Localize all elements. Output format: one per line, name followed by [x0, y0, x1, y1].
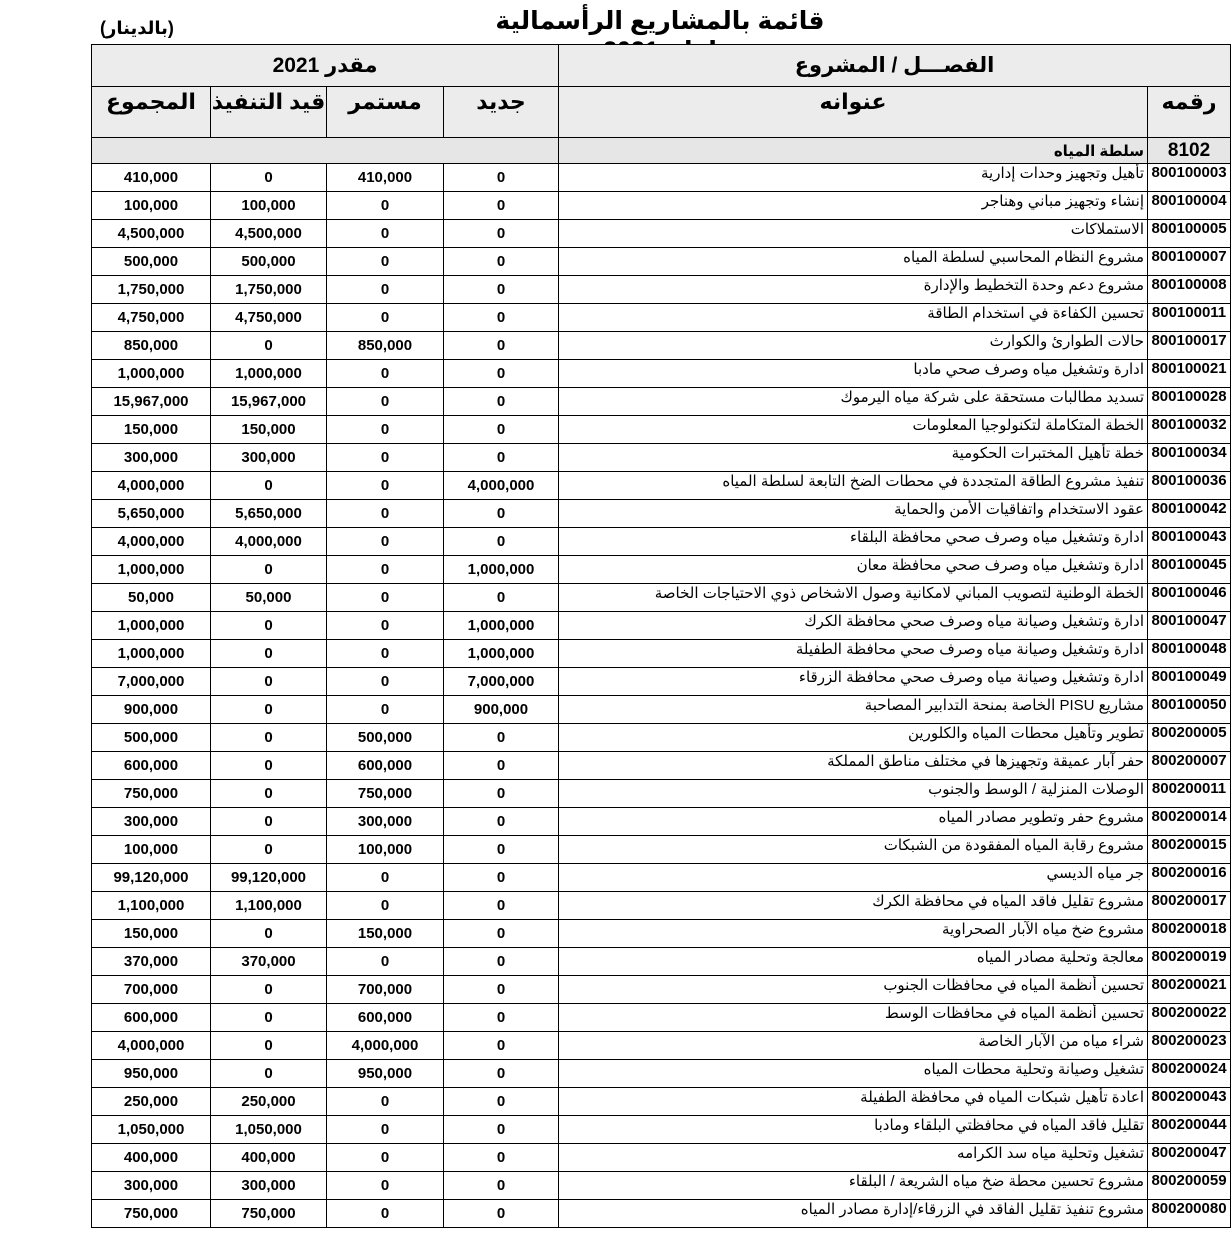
table-row — [92, 752, 1231, 780]
project-name-cell: الخطة الوطنية لتصويب المباني لامكانية وصول الاشخاص ذوي الاحتياجات الخاصة — [559, 584, 1148, 612]
total-cell: 1,000,000 — [92, 360, 211, 388]
new-column-header: جديد — [444, 87, 559, 138]
continuing-cell: 0 — [327, 472, 444, 500]
continuing-cell: 0 — [327, 668, 444, 696]
table-row — [92, 1116, 1231, 1144]
project-code-cell: 800200016 — [1148, 864, 1231, 892]
total-cell: 750,000 — [92, 780, 211, 808]
project-code-cell: 800100048 — [1148, 640, 1231, 668]
project-name-cell: مشروع حفر وتطوير مصادر المياه — [559, 808, 1148, 836]
continuing-cell: 0 — [327, 444, 444, 472]
in-progress-cell: 0 — [211, 556, 327, 584]
table-row — [92, 668, 1231, 696]
new-cell: 0 — [444, 892, 559, 920]
project-name-cell: مشروع تحسين محطة ضخ مياه الشريعة / البلقاء — [559, 1172, 1148, 1200]
section-name: سلطة المياه — [559, 138, 1148, 164]
total-cell: 100,000 — [92, 836, 211, 864]
new-cell: 0 — [444, 360, 559, 388]
continuing-cell: 700,000 — [327, 976, 444, 1004]
continuing-cell: 4,000,000 — [327, 1032, 444, 1060]
in-progress-cell: 0 — [211, 696, 327, 724]
project-name-cell: مشروع ضخ مياه الآبار الصحراوية — [559, 920, 1148, 948]
total-cell: 1,050,000 — [92, 1116, 211, 1144]
in-progress-cell: 4,000,000 — [211, 528, 327, 556]
total-cell: 300,000 — [92, 808, 211, 836]
total-cell: 15,967,000 — [92, 388, 211, 416]
capital-projects-table — [91, 44, 1231, 1228]
project-code-cell: 800200043 — [1148, 1088, 1231, 1116]
total-cell: 100,000 — [92, 192, 211, 220]
project-code-cell: 800100042 — [1148, 500, 1231, 528]
project-code-cell: 800200022 — [1148, 1004, 1231, 1032]
project-name-cell: ادارة وتشغيل مياه وصرف صحي محافظة البلقاء — [559, 528, 1148, 556]
table-row — [92, 836, 1231, 864]
total-cell: 950,000 — [92, 1060, 211, 1088]
total-cell: 400,000 — [92, 1144, 211, 1172]
continuing-cell: 0 — [327, 500, 444, 528]
continuing-cell: 0 — [327, 528, 444, 556]
table-row — [92, 1200, 1231, 1228]
continuing-cell: 0 — [327, 1116, 444, 1144]
new-cell: 0 — [444, 808, 559, 836]
in-progress-cell: 4,750,000 — [211, 304, 327, 332]
continuing-cell: 0 — [327, 696, 444, 724]
total-cell: 600,000 — [92, 752, 211, 780]
total-cell: 600,000 — [92, 1004, 211, 1032]
in-progress-cell: 0 — [211, 612, 327, 640]
project-name-cell: حفر آبار عميقة وتجهيزها في مختلف مناطق المملكة — [559, 752, 1148, 780]
project-code-cell: 800200015 — [1148, 836, 1231, 864]
project-name-cell: مشروع دعم وحدة التخطيط والإدارة — [559, 276, 1148, 304]
continuing-cell: 0 — [327, 360, 444, 388]
project-name-cell: تنفيذ مشروع الطاقة المتجددة في محطات الضخ التابعة لسلطة المياه — [559, 472, 1148, 500]
project-name-cell: ادارة وتشغيل مياه وصرف صحي مادبا — [559, 360, 1148, 388]
new-cell: 7,000,000 — [444, 668, 559, 696]
in-progress-cell: 0 — [211, 668, 327, 696]
new-cell: 0 — [444, 304, 559, 332]
in-progress-cell: 0 — [211, 1032, 327, 1060]
continuing-cell: 300,000 — [327, 808, 444, 836]
table-row — [92, 528, 1231, 556]
table-row — [92, 696, 1231, 724]
table-row — [92, 388, 1231, 416]
project-name-cell: تقليل فاقد المياه في محافظتي البلقاء ومادبا — [559, 1116, 1148, 1144]
project-name-cell: جر مياه الديسي — [559, 864, 1148, 892]
project-name-cell: تشغيل وتحلية مياه سد الكرامه — [559, 1144, 1148, 1172]
in-progress-cell: 0 — [211, 836, 327, 864]
new-cell: 0 — [444, 220, 559, 248]
table-row — [92, 556, 1231, 584]
total-cell: 7,000,000 — [92, 668, 211, 696]
new-cell: 1,000,000 — [444, 612, 559, 640]
project-name-cell: تطوير وتأهيل محطات المياه والكلورين — [559, 724, 1148, 752]
in-progress-cell: 750,000 — [211, 1200, 327, 1228]
total-cell: 300,000 — [92, 1172, 211, 1200]
project-code-cell: 800200023 — [1148, 1032, 1231, 1060]
in-progress-cell: 99,120,000 — [211, 864, 327, 892]
table-row — [92, 780, 1231, 808]
new-cell: 0 — [444, 500, 559, 528]
continuing-cell: 0 — [327, 416, 444, 444]
title-column-header: عنوانه — [559, 87, 1148, 138]
new-cell: 0 — [444, 276, 559, 304]
project-name-cell: ادارة وتشغيل وصيانة مياه وصرف صحي محافظة الطفيلة — [559, 640, 1148, 668]
new-cell: 0 — [444, 724, 559, 752]
table-row — [92, 360, 1231, 388]
new-cell: 0 — [444, 864, 559, 892]
project-code-cell: 800200080 — [1148, 1200, 1231, 1228]
table-row — [92, 948, 1231, 976]
continuing-cell: 0 — [327, 1200, 444, 1228]
project-code-cell: 800200018 — [1148, 920, 1231, 948]
project-code-cell: 800200014 — [1148, 808, 1231, 836]
new-cell: 0 — [444, 1060, 559, 1088]
project-code-cell: 800100028 — [1148, 388, 1231, 416]
in-progress-cell: 0 — [211, 640, 327, 668]
in-progress-cell: 1,100,000 — [211, 892, 327, 920]
total-cell: 4,000,000 — [92, 472, 211, 500]
new-cell: 0 — [444, 332, 559, 360]
project-code-cell: 800200059 — [1148, 1172, 1231, 1200]
in-progress-cell: 0 — [211, 332, 327, 360]
continuing-cell: 0 — [327, 556, 444, 584]
new-cell: 0 — [444, 920, 559, 948]
new-cell: 0 — [444, 976, 559, 1004]
project-name-cell: مشروع تقليل فاقد المياه في محافظة الكرك — [559, 892, 1148, 920]
table-row — [92, 584, 1231, 612]
project-code-cell: 800100007 — [1148, 248, 1231, 276]
table-row — [92, 164, 1231, 192]
new-cell: 0 — [444, 1116, 559, 1144]
in-progress-column-header: قيد التنفيذ — [211, 87, 327, 138]
table-row — [92, 332, 1231, 360]
project-code-cell: 800100003 — [1148, 164, 1231, 192]
project-code-cell: 800100045 — [1148, 556, 1231, 584]
new-cell: 0 — [444, 388, 559, 416]
new-cell: 0 — [444, 1144, 559, 1172]
chapter-group-header: الفصـــل / المشروع — [559, 45, 1231, 87]
table-row — [92, 612, 1231, 640]
in-progress-cell: 500,000 — [211, 248, 327, 276]
in-progress-cell: 150,000 — [211, 416, 327, 444]
project-code-cell: 800100043 — [1148, 528, 1231, 556]
total-cell: 4,750,000 — [92, 304, 211, 332]
project-name-cell: تشغيل وصيانة وتحلية محطات المياه — [559, 1060, 1148, 1088]
estimate-group-header: مقدر 2021 — [92, 45, 559, 87]
table-row — [92, 1144, 1231, 1172]
project-name-cell: اعادة تأهيل شبكات المياه في محافظة الطفيلة — [559, 1088, 1148, 1116]
in-progress-cell: 0 — [211, 472, 327, 500]
continuing-cell: 600,000 — [327, 1004, 444, 1032]
total-column-header: المجموع — [92, 87, 211, 138]
section-number: 8102 — [1148, 138, 1231, 164]
in-progress-cell: 0 — [211, 752, 327, 780]
project-name-cell: عقود الاستخدام واتفاقيات الأمن والحماية — [559, 500, 1148, 528]
project-code-cell: 800100050 — [1148, 696, 1231, 724]
total-cell: 1,750,000 — [92, 276, 211, 304]
project-code-cell: 800200021 — [1148, 976, 1231, 1004]
new-cell: 0 — [444, 836, 559, 864]
continuing-cell: 0 — [327, 948, 444, 976]
total-cell: 410,000 — [92, 164, 211, 192]
project-code-cell: 800100021 — [1148, 360, 1231, 388]
continuing-cell: 410,000 — [327, 164, 444, 192]
project-code-cell: 800100004 — [1148, 192, 1231, 220]
in-progress-cell: 15,967,000 — [211, 388, 327, 416]
table-row — [92, 724, 1231, 752]
header-row-groups — [92, 45, 1231, 87]
project-name-cell: ادارة وتشغيل وصيانة مياه وصرف صحي محافظة الزرقاء — [559, 668, 1148, 696]
continuing-cell: 0 — [327, 584, 444, 612]
total-cell: 150,000 — [92, 416, 211, 444]
continuing-cell: 0 — [327, 248, 444, 276]
total-cell: 4,000,000 — [92, 528, 211, 556]
project-code-cell: 800100036 — [1148, 472, 1231, 500]
new-cell: 0 — [444, 1172, 559, 1200]
project-name-cell: الاستملاكات — [559, 220, 1148, 248]
project-name-cell: ادارة وتشغيل وصيانة مياه وصرف صحي محافظة الكرك — [559, 612, 1148, 640]
new-cell: 0 — [444, 444, 559, 472]
new-cell: 0 — [444, 752, 559, 780]
project-code-cell: 800100011 — [1148, 304, 1231, 332]
continuing-cell: 0 — [327, 1172, 444, 1200]
new-cell: 1,000,000 — [444, 556, 559, 584]
project-name-cell: مشروع النظام المحاسبي لسلطة المياه — [559, 248, 1148, 276]
in-progress-cell: 0 — [211, 976, 327, 1004]
table-row — [92, 304, 1231, 332]
project-code-cell: 800200005 — [1148, 724, 1231, 752]
continuing-column-header: مستمر — [327, 87, 444, 138]
table-row — [92, 920, 1231, 948]
section-row — [92, 138, 1231, 164]
project-name-cell: الخطة المتكاملة لتكنولوجيا المعلومات — [559, 416, 1148, 444]
continuing-cell: 850,000 — [327, 332, 444, 360]
table-row — [92, 220, 1231, 248]
project-name-cell: الوصلات المنزلية / الوسط والجنوب — [559, 780, 1148, 808]
project-name-cell: تحسين أنظمة المياه في محافظات الجنوب — [559, 976, 1148, 1004]
total-cell: 750,000 — [92, 1200, 211, 1228]
in-progress-cell: 0 — [211, 920, 327, 948]
new-cell: 0 — [444, 1088, 559, 1116]
total-cell: 250,000 — [92, 1088, 211, 1116]
project-code-cell: 800200007 — [1148, 752, 1231, 780]
in-progress-cell: 1,000,000 — [211, 360, 327, 388]
total-cell: 700,000 — [92, 976, 211, 1004]
number-column-header: رقمه — [1148, 87, 1231, 138]
table-row — [92, 808, 1231, 836]
new-cell: 0 — [444, 192, 559, 220]
project-name-cell: مشاريع PISU الخاصة بمنحة التدابير المصاحبة — [559, 696, 1148, 724]
in-progress-cell: 370,000 — [211, 948, 327, 976]
total-cell: 1,000,000 — [92, 556, 211, 584]
page-title: قائمة بالمشاريع الرأسمالية — [495, 7, 825, 35]
project-code-cell: 800100005 — [1148, 220, 1231, 248]
table-row — [92, 472, 1231, 500]
continuing-cell: 0 — [327, 220, 444, 248]
table-row — [92, 248, 1231, 276]
new-cell: 0 — [444, 416, 559, 444]
continuing-cell: 950,000 — [327, 1060, 444, 1088]
project-name-cell: خطة تأهيل المختبرات الحكومية — [559, 444, 1148, 472]
table-row — [92, 444, 1231, 472]
project-name-cell: حالات الطوارئ والكوارث — [559, 332, 1148, 360]
in-progress-cell: 0 — [211, 808, 327, 836]
table-row — [92, 500, 1231, 528]
continuing-cell: 0 — [327, 612, 444, 640]
total-cell: 370,000 — [92, 948, 211, 976]
continuing-cell: 0 — [327, 192, 444, 220]
continuing-cell: 100,000 — [327, 836, 444, 864]
new-cell: 0 — [444, 1032, 559, 1060]
new-cell: 0 — [444, 1004, 559, 1032]
in-progress-cell: 400,000 — [211, 1144, 327, 1172]
continuing-cell: 0 — [327, 864, 444, 892]
in-progress-cell: 100,000 — [211, 192, 327, 220]
in-progress-cell: 4,500,000 — [211, 220, 327, 248]
total-cell: 850,000 — [92, 332, 211, 360]
table-row — [92, 276, 1231, 304]
project-code-cell: 800100017 — [1148, 332, 1231, 360]
continuing-cell: 150,000 — [327, 920, 444, 948]
table-row — [92, 892, 1231, 920]
project-name-cell: مشروع رقابة المياه المفقودة من الشبكات — [559, 836, 1148, 864]
total-cell: 5,650,000 — [92, 500, 211, 528]
in-progress-cell: 0 — [211, 1060, 327, 1088]
in-progress-cell: 300,000 — [211, 444, 327, 472]
new-cell: 0 — [444, 1200, 559, 1228]
project-code-cell: 800200024 — [1148, 1060, 1231, 1088]
project-name-cell: تحسين الكفاءة في استخدام الطاقة — [559, 304, 1148, 332]
project-code-cell: 800100049 — [1148, 668, 1231, 696]
new-cell: 0 — [444, 780, 559, 808]
project-code-cell: 800200019 — [1148, 948, 1231, 976]
project-code-cell: 800200017 — [1148, 892, 1231, 920]
project-code-cell: 800200011 — [1148, 780, 1231, 808]
continuing-cell: 600,000 — [327, 752, 444, 780]
table-row — [92, 976, 1231, 1004]
new-cell: 900,000 — [444, 696, 559, 724]
total-cell: 99,120,000 — [92, 864, 211, 892]
project-code-cell: 800100034 — [1148, 444, 1231, 472]
project-code-cell: 800200044 — [1148, 1116, 1231, 1144]
continuing-cell: 0 — [327, 304, 444, 332]
new-cell: 0 — [444, 248, 559, 276]
new-cell: 0 — [444, 528, 559, 556]
in-progress-cell: 0 — [211, 164, 327, 192]
continuing-cell: 750,000 — [327, 780, 444, 808]
table-row — [92, 1032, 1231, 1060]
in-progress-cell: 50,000 — [211, 584, 327, 612]
table-row — [92, 1172, 1231, 1200]
continuing-cell: 0 — [327, 892, 444, 920]
header-row-columns — [92, 87, 1231, 138]
new-cell: 1,000,000 — [444, 640, 559, 668]
new-cell: 0 — [444, 584, 559, 612]
section-filler — [92, 138, 559, 164]
continuing-cell: 0 — [327, 388, 444, 416]
total-cell: 300,000 — [92, 444, 211, 472]
in-progress-cell: 5,650,000 — [211, 500, 327, 528]
in-progress-cell: 1,050,000 — [211, 1116, 327, 1144]
total-cell: 1,000,000 — [92, 612, 211, 640]
total-cell: 50,000 — [92, 584, 211, 612]
table-row — [92, 640, 1231, 668]
in-progress-cell: 0 — [211, 724, 327, 752]
continuing-cell: 0 — [327, 1144, 444, 1172]
total-cell: 4,000,000 — [92, 1032, 211, 1060]
in-progress-cell: 250,000 — [211, 1088, 327, 1116]
currency-note: (بالدينار) — [100, 18, 174, 38]
total-cell: 1,000,000 — [92, 640, 211, 668]
project-name-cell: ادارة وتشغيل مياه وصرف صحي محافظة معان — [559, 556, 1148, 584]
project-name-cell: مشروع تنفيذ تقليل الفاقد في الزرقاء/إدارة مصادر المياه — [559, 1200, 1148, 1228]
continuing-cell: 0 — [327, 276, 444, 304]
total-cell: 900,000 — [92, 696, 211, 724]
total-cell: 4,500,000 — [92, 220, 211, 248]
table-row — [92, 192, 1231, 220]
project-code-cell: 800200047 — [1148, 1144, 1231, 1172]
table-row — [92, 1004, 1231, 1032]
project-name-cell: معالجة وتحلية مصادر المياه — [559, 948, 1148, 976]
project-name-cell: تسديد مطالبات مستحقة على شركة مياه اليرموك — [559, 388, 1148, 416]
project-name-cell: تحسين أنظمة المياه في محافظات الوسط — [559, 1004, 1148, 1032]
project-code-cell: 800100032 — [1148, 416, 1231, 444]
table-row — [92, 1088, 1231, 1116]
in-progress-cell: 300,000 — [211, 1172, 327, 1200]
total-cell: 150,000 — [92, 920, 211, 948]
project-code-cell: 800100008 — [1148, 276, 1231, 304]
table-row — [92, 864, 1231, 892]
in-progress-cell: 0 — [211, 780, 327, 808]
table-row — [92, 1060, 1231, 1088]
project-code-cell: 800100047 — [1148, 612, 1231, 640]
in-progress-cell: 0 — [211, 1004, 327, 1032]
project-name-cell: إنشاء وتجهيز مباني وهناجر — [559, 192, 1148, 220]
table-row — [92, 416, 1231, 444]
new-cell: 4,000,000 — [444, 472, 559, 500]
continuing-cell: 0 — [327, 1088, 444, 1116]
project-name-cell: شراء مياه من الآبار الخاصة — [559, 1032, 1148, 1060]
total-cell: 500,000 — [92, 724, 211, 752]
continuing-cell: 500,000 — [327, 724, 444, 752]
new-cell: 0 — [444, 948, 559, 976]
in-progress-cell: 1,750,000 — [211, 276, 327, 304]
project-code-cell: 800100046 — [1148, 584, 1231, 612]
continuing-cell: 0 — [327, 640, 444, 668]
new-cell: 0 — [444, 164, 559, 192]
project-name-cell: تأهيل وتجهيز وحدات إدارية — [559, 164, 1148, 192]
total-cell: 500,000 — [92, 248, 211, 276]
total-cell: 1,100,000 — [92, 892, 211, 920]
